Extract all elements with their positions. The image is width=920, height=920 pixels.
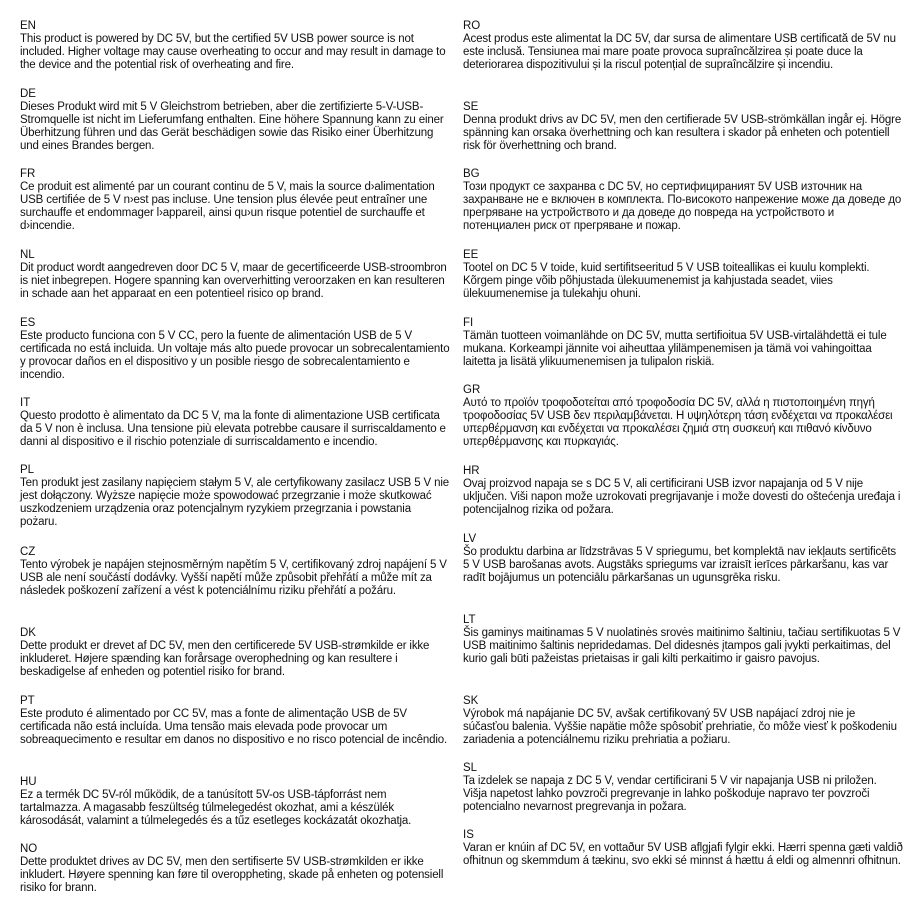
warning-text: Šis gaminys maitinamas 5 V nuolatinės srovės maitinimo šaltiniu, tačiau sertifikuotas 5 V USB maitinimo šaltinis nepridedamas. Del didesnės įtampos gali įvykti perkaitimas, del kurio gali būti pažeistas prietaisas ir gali kilti perkaitimo ir gaisro pavojus. xyxy=(463,627,901,665)
warning-section-no xyxy=(20,843,450,895)
warning-section-se xyxy=(463,101,903,153)
warning-text: Този продукт се захранва с DC 5V, но сертифицираният 5V USB източник на захранване не е включен в комплекта. По-високото напрежение може да доведе до прегряване на устройството и да доведе до повреда на устройството и потенциален риск от прегряване и пожар. xyxy=(463,181,902,232)
language-code: GR xyxy=(463,384,481,396)
warning-section-fi xyxy=(463,317,903,369)
warning-section-de xyxy=(20,88,450,153)
warning-text: Tootel on DC 5 V toide, kuid sertifitseeritud 5 V USB toiteallikas ei kuulu komplekti. Kõrgem pinge võib põhjustada ülekuumenemist ja kahjustada seadet, viies ülekuumenemise ja tulekahju ohuni. xyxy=(463,262,870,300)
language-code: IS xyxy=(463,829,474,841)
language-code: IT xyxy=(20,397,31,409)
warning-text: Questo prodotto è alimentato da DC 5 V, ma la fonte di alimentazione USB certificata da 5 V non è inclusa. Una tensione più elevata potrebbe causare il surriscaldamento e danni al dispositivo e il rischio potenziale di surriscaldamento e incendio. xyxy=(20,410,446,448)
warning-text: Šo produktu darbina ar līdzstrāvas 5 V spriegumu, bet komplektā nav iekļauts sertificēts 5 V USB barošanas avots. Augstāks spriegums var izraisīt ierīces pārkaršanu, kas var radīt bojājumus un potenciālu pārkaršanas un ugunsgrēka risku. xyxy=(463,546,896,584)
language-code: EE xyxy=(463,249,479,261)
warning-section-gr xyxy=(463,384,903,449)
warning-text: Ta izdelek se napaja z DC 5 V, vendar certificirani 5 V vir napajanja USB ni priložen. Višja napetost lahko povzroči pregrevanje in lahko poškoduje napravo ter povzroči potencialno nevarnost pregrevanja in požara. xyxy=(463,775,877,813)
language-code: CZ xyxy=(20,546,36,558)
warning-section-sk xyxy=(463,695,903,747)
language-code: NL xyxy=(20,249,35,261)
warning-section-bg xyxy=(463,168,903,233)
warning-text: Tento výrobek je napájen stejnosměrným napětím 5 V, certifikovaný zdroj napájení 5 V USB ale není součástí dodávky. Vyšší napětí může způsobit přehřátí a může mít za následek poškození zařízení a vést k potenciálnímu riziku přehřátí a požáru. xyxy=(20,559,447,597)
warning-section-hr xyxy=(463,465,903,517)
language-code: EN xyxy=(20,20,36,32)
warning-section-sl xyxy=(463,762,903,814)
warning-text: Ez a termék DC 5V-ról működik, de a tanúsított 5V-os USB-tápforrást nem tartalmazza. A magasabb feszültség túlmelegedést okozhat, ami a készülék károsodását, valamint a túlmelegedés és a tűz esetleges kockázatát okozhatja. xyxy=(20,789,412,827)
warning-text: Výrobok má napájanie DC 5V, avšak certifikovaný 5V USB napájací zdroj nie je súčasťou balenia. Vyššie napätie môže spôsobiť prehriatie, čo môže viesť k poškodeniu zariadenia a potenciálnemu riziku prehriatia a požiaru. xyxy=(463,708,897,746)
warning-section-it xyxy=(20,397,450,449)
warning-section-cz xyxy=(20,546,450,598)
warning-section-ro xyxy=(463,20,903,72)
warning-text: Tämän tuotteen voimanlähde on DC 5V, mutta sertifioitua 5V USB-virtalähdettä ei tule mukana. Korkeampi jännite voi aiheuttaa ylilämpenemisen ja tämä voi vahingoittaa laitetta ja lisätä ylikuumenemisen ja tulipalon riskiä. xyxy=(463,330,887,368)
language-code: DK xyxy=(20,627,36,639)
language-code: PT xyxy=(20,695,35,707)
warning-section-en xyxy=(20,20,450,72)
warning-section-pl xyxy=(20,464,450,529)
warning-section-lt xyxy=(463,614,903,666)
warning-text: Dieses Produkt wird mit 5 V Gleichstrom betrieben, aber die zertifizierte 5-V-USB-Stromquelle ist nicht im Lieferumfang enthalten. Eine höhere Spannung kann zu einer Überhitzung führen und das Gerät beschädigen sowie das Risiko einer Überhitzung und eines Brandes bergen. xyxy=(20,101,444,152)
language-code: FR xyxy=(20,168,36,180)
warning-text: Acest produs este alimentat la DC 5V, dar sursa de alimentare USB certificată de 5V nu este inclusă. Tensiunea mai mare poate provoca supraîncălzirea și poate duce la deteriorarea dispozitivului și la riscul potențial de supraîncălzire și incendiu. xyxy=(463,33,896,71)
warning-section-is xyxy=(463,829,903,868)
language-code: ES xyxy=(20,317,36,329)
warning-section-ee xyxy=(463,249,903,301)
language-code: PL xyxy=(20,464,35,476)
language-code: SL xyxy=(463,762,478,774)
warning-section-nl xyxy=(20,249,450,301)
warning-text: Αυτό το προϊόν τροφοδοτείται από τροφοδοσία DC 5V, αλλά η πιστοποιημένη πηγή τροφοδοσίας 5V USB δεν περιλαμβάνεται. Η υψηλότερη τάση ενδέχεται να προκαλέσει υπερθέρμανση και ενδέχεται να προκαλέσει ζημιά στη συσκευή και πιθανό κίνδυνο υπερθέρμανσης και πυρκαγιάς. xyxy=(463,397,893,448)
warning-text: Dette produkt er drevet af DC 5V, men den certificerede 5V USB-strømkilde er ikke inkluderet. Højere spænding kan forårsage overophedning og kan resultere i beskadigelse af enheden og potentiel risiko for brand. xyxy=(20,640,430,678)
language-code: SK xyxy=(463,695,479,707)
warning-text: Varan er knúin af DC 5V, en vottaður 5V USB aflgjafi fylgir ekki. Hærri spenna gæti valdið ofhitnun og skemmdum á tækinu, svo ekki sé minnst á hættu á eldi og almennri ofhitnun. xyxy=(463,842,903,867)
warning-section-dk xyxy=(20,627,450,679)
language-code: DE xyxy=(20,88,36,100)
warning-text: Dit product wordt aangedreven door DC 5 V, maar de gecertificeerde USB-stroombron is niet inbegrepen. Hogere spanning kan oververhitting veroorzaken en kan resulteren in schade aan het apparaat en een potentieel risico op brand. xyxy=(20,262,447,300)
language-code: HU xyxy=(20,776,37,788)
warning-section-fr xyxy=(20,168,450,233)
language-code: SE xyxy=(463,101,479,113)
warning-text: This product is powered by DC 5V, but the certified 5V USB power source is not included. Higher voltage may cause overheating to occur and may result in damage to the device and the potential risk of overheating and fire. xyxy=(20,33,446,71)
warning-text: Denna produkt drivs av DC 5V, men den certifierade 5V USB-strömkällan ingår ej. Högre spänning kan orsaka överhettning och kan resultera i skador på enheten och potentiell risk för överhettning och brand. xyxy=(463,114,902,152)
language-code: LV xyxy=(463,533,477,545)
warning-section-hu xyxy=(20,776,450,828)
warning-section-lv xyxy=(463,533,903,585)
warning-text: Este produto é alimentado por CC 5V, mas a fonte de alimentação USB de 5V certificada não está incluída. Uma tensão mais elevada pode provocar um sobreaquecimento e resultar em danos no dispositivo e no risco potencial de incêndio. xyxy=(20,708,448,746)
warning-section-pt xyxy=(20,695,450,747)
warning-section-es xyxy=(20,317,450,382)
warning-text: Ovaj proizvod napaja se s DC 5 V, ali certificirani USB izvor napajanja od 5 V nije uključen. Viši napon može uzrokovati pregrijavanje i može dovesti do oštećenja uređaja i potencijalnog rizika od požara. xyxy=(463,478,901,516)
language-code: LT xyxy=(463,614,476,626)
warning-text: Este producto funciona con 5 V CC, pero la fuente de alimentación USB de 5 V certificada no está incluida. Un voltaje más alto puede provocar un sobrecalentamiento y provocar daños en el dispositivo y un posible riesgo de sobrecalentamiento e incendio. xyxy=(20,330,450,381)
warning-text: Ce produit est alimenté par un courant continu de 5 V, mais la source d›alimentation USB certifiée de 5 V n›est pas incluse. Une tension plus élevée peut entraîner une surchauffe et endommager l›appareil, ainsi qu›un risque potentiel de surchauffe et d›incendie. xyxy=(20,181,435,232)
language-code: RO xyxy=(463,20,481,32)
language-code: HR xyxy=(463,465,480,477)
warning-text: Dette produktet drives av DC 5V, men den sertifiserte 5V USB-strømkilden er ikke inkludert. Høyere spenning kan føre til overoppheting, skade på enheten og potensiell risiko for brann. xyxy=(20,856,444,894)
warning-text: Ten produkt jest zasilany napięciem stałym 5 V, ale certyfikowany zasilacz USB 5 V nie jest dołączony. Wyższe napięcie może spowodować przegrzanie i może skutkować uszkodzeniem urządzenia oraz potencjalnym ryzykiem przegrzania i powstania pożaru. xyxy=(20,477,449,528)
language-code: BG xyxy=(463,168,480,180)
language-code: NO xyxy=(20,843,38,855)
language-code: FI xyxy=(463,317,474,329)
